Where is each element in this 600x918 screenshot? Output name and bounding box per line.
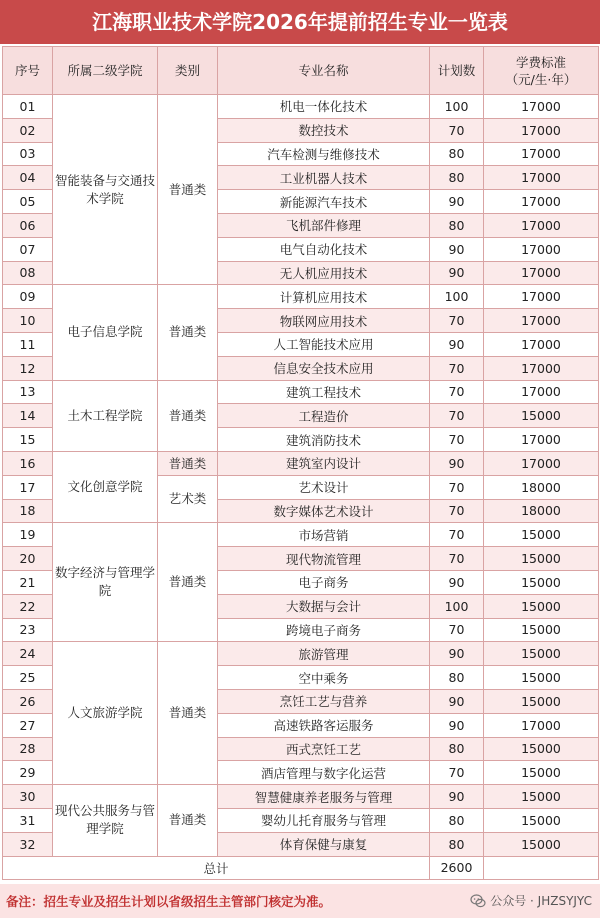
cell-seq: 05 [3, 190, 53, 214]
cell-fee: 17000 [484, 95, 599, 119]
cell-major: 计算机应用技术 [218, 285, 430, 309]
cell-category: 普通类 [158, 380, 218, 451]
cell-major: 体育保健与康复 [218, 832, 430, 856]
cell-quota: 90 [430, 785, 484, 809]
cell-quota: 100 [430, 594, 484, 618]
cell-quota: 90 [430, 689, 484, 713]
cell-quota: 90 [430, 261, 484, 285]
cell-seq: 12 [3, 356, 53, 380]
cell-quota: 90 [430, 451, 484, 475]
cell-fee: 15000 [484, 737, 599, 761]
cell-seq: 19 [3, 523, 53, 547]
cell-seq: 28 [3, 737, 53, 761]
cell-fee: 15000 [484, 523, 599, 547]
cell-major: 艺术设计 [218, 475, 430, 499]
cell-major: 跨境电子商务 [218, 618, 430, 642]
cell-seq: 24 [3, 642, 53, 666]
cell-college: 文化创意学院 [53, 451, 158, 522]
cell-seq: 07 [3, 237, 53, 261]
wechat-icon [470, 893, 486, 909]
cell-major: 汽车检测与维修技术 [218, 142, 430, 166]
cell-seq: 18 [3, 499, 53, 523]
cell-quota: 100 [430, 285, 484, 309]
cell-quota: 80 [430, 142, 484, 166]
cell-major: 空中乘务 [218, 666, 430, 690]
cell-fee: 15000 [484, 404, 599, 428]
cell-fee: 15000 [484, 785, 599, 809]
page-title: 江海职业技术学院2026年提前招生专业一览表 [0, 0, 600, 44]
cell-seq: 13 [3, 380, 53, 404]
cell-major: 新能源汽车技术 [218, 190, 430, 214]
cell-major: 电气自动化技术 [218, 237, 430, 261]
cell-seq: 31 [3, 808, 53, 832]
cell-quota: 70 [430, 309, 484, 333]
cell-category: 普通类 [158, 785, 218, 856]
footnote-bar [0, 884, 600, 918]
cell-fee: 15000 [484, 594, 599, 618]
cell-quota: 70 [430, 356, 484, 380]
cell-major: 酒店管理与数字化运营 [218, 761, 430, 785]
cell-seq: 09 [3, 285, 53, 309]
header-fee-line1: 学费标准 [515, 54, 566, 70]
cell-fee: 17000 [484, 166, 599, 190]
cell-fee: 18000 [484, 475, 599, 499]
cell-fee: 15000 [484, 547, 599, 571]
cell-seq: 15 [3, 428, 53, 452]
cell-seq: 23 [3, 618, 53, 642]
cell-category: 艺术类 [158, 475, 218, 523]
cell-major: 人工智能技术应用 [218, 332, 430, 356]
cell-category: 普通类 [158, 451, 218, 475]
cell-fee: 17000 [484, 713, 599, 737]
cell-category: 普通类 [158, 285, 218, 380]
cell-category: 普通类 [158, 523, 218, 642]
cell-quota: 70 [430, 523, 484, 547]
cell-fee: 17000 [484, 380, 599, 404]
footnote-text: 备注：招生专业及招生计划以省级招生主管部门核定为准。 [6, 894, 332, 909]
cell-college: 人文旅游学院 [53, 642, 158, 785]
cell-fee: 17000 [484, 213, 599, 237]
cell-major: 物联网应用技术 [218, 309, 430, 333]
cell-quota: 70 [430, 380, 484, 404]
cell-fee: 17000 [484, 190, 599, 214]
header-major: 专业名称 [218, 47, 430, 95]
cell-fee: 17000 [484, 332, 599, 356]
cell-seq: 11 [3, 332, 53, 356]
cell-seq: 25 [3, 666, 53, 690]
table-row [3, 451, 599, 475]
cell-category: 普通类 [158, 642, 218, 785]
cell-major: 建筑工程技术 [218, 380, 430, 404]
cell-major: 高速铁路客运服务 [218, 713, 430, 737]
cell-seq: 17 [3, 475, 53, 499]
cell-quota: 70 [430, 428, 484, 452]
cell-quota: 90 [430, 237, 484, 261]
cell-major: 烹饪工艺与营养 [218, 689, 430, 713]
cell-fee: 17000 [484, 428, 599, 452]
cell-fee: 17000 [484, 285, 599, 309]
cell-seq: 20 [3, 547, 53, 571]
cell-seq: 26 [3, 689, 53, 713]
cell-seq: 02 [3, 118, 53, 142]
cell-quota: 80 [430, 737, 484, 761]
majors-table [2, 46, 599, 880]
cell-quota: 90 [430, 642, 484, 666]
cell-quota: 70 [430, 761, 484, 785]
cell-major: 信息安全技术应用 [218, 356, 430, 380]
cell-college: 智能装备与交通技术学院 [53, 95, 158, 285]
cell-quota: 90 [430, 190, 484, 214]
cell-seq: 30 [3, 785, 53, 809]
table-row [3, 380, 599, 404]
cell-seq: 21 [3, 570, 53, 594]
table-row [3, 285, 599, 309]
cell-quota: 70 [430, 499, 484, 523]
cell-seq: 14 [3, 404, 53, 428]
cell-fee: 15000 [484, 570, 599, 594]
cell-fee: 15000 [484, 642, 599, 666]
cell-major: 婴幼儿托育服务与管理 [218, 808, 430, 832]
cell-quota: 90 [430, 570, 484, 594]
cell-fee: 15000 [484, 832, 599, 856]
cell-major: 旅游管理 [218, 642, 430, 666]
table-row [3, 95, 599, 119]
cell-quota: 70 [430, 118, 484, 142]
cell-quota: 80 [430, 808, 484, 832]
cell-seq: 10 [3, 309, 53, 333]
cell-quota: 70 [430, 618, 484, 642]
cell-fee: 17000 [484, 118, 599, 142]
header-seq: 序号 [3, 47, 53, 95]
cell-major: 数字媒体艺术设计 [218, 499, 430, 523]
header-quota: 计划数 [430, 47, 484, 95]
total-row [3, 856, 599, 880]
cell-college: 电子信息学院 [53, 285, 158, 380]
cell-major: 市场营销 [218, 523, 430, 547]
cell-major: 现代物流管理 [218, 547, 430, 571]
cell-fee: 15000 [484, 689, 599, 713]
table-row [3, 642, 599, 666]
cell-quota: 70 [430, 404, 484, 428]
cell-seq: 06 [3, 213, 53, 237]
cell-major: 机电一体化技术 [218, 95, 430, 119]
cell-major: 飞机部件修理 [218, 213, 430, 237]
cell-fee: 15000 [484, 618, 599, 642]
cell-seq: 22 [3, 594, 53, 618]
cell-major: 工业机器人技术 [218, 166, 430, 190]
cell-fee: 18000 [484, 499, 599, 523]
cell-fee: 17000 [484, 451, 599, 475]
cell-fee: 15000 [484, 808, 599, 832]
total-fee-empty [484, 856, 599, 880]
cell-quota: 80 [430, 166, 484, 190]
cell-category: 普通类 [158, 95, 218, 285]
cell-fee: 17000 [484, 261, 599, 285]
cell-seq: 27 [3, 713, 53, 737]
cell-quota: 70 [430, 547, 484, 571]
cell-major: 智慧健康养老服务与管理 [218, 785, 430, 809]
cell-quota: 80 [430, 213, 484, 237]
table-row [3, 785, 599, 809]
cell-quota: 80 [430, 666, 484, 690]
header-category: 类别 [158, 47, 218, 95]
cell-major: 西式烹饪工艺 [218, 737, 430, 761]
cell-quota: 80 [430, 832, 484, 856]
cell-fee: 17000 [484, 237, 599, 261]
cell-college: 土木工程学院 [53, 380, 158, 451]
watermark-text: 公众号 · JHZSYJYC [490, 894, 592, 908]
cell-major: 工程造价 [218, 404, 430, 428]
cell-quota: 100 [430, 95, 484, 119]
cell-college: 现代公共服务与管理学院 [53, 785, 158, 856]
cell-fee: 17000 [484, 356, 599, 380]
cell-seq: 32 [3, 832, 53, 856]
cell-fee: 15000 [484, 761, 599, 785]
cell-seq: 03 [3, 142, 53, 166]
cell-college: 数字经济与管理学院 [53, 523, 158, 642]
cell-quota: 70 [430, 475, 484, 499]
cell-major: 大数据与会计 [218, 594, 430, 618]
cell-quota: 90 [430, 332, 484, 356]
cell-major: 建筑室内设计 [218, 451, 430, 475]
cell-fee: 17000 [484, 309, 599, 333]
cell-seq: 01 [3, 95, 53, 119]
cell-seq: 08 [3, 261, 53, 285]
cell-major: 数控技术 [218, 118, 430, 142]
header-fee [484, 47, 599, 95]
total-quota: 2600 [430, 856, 484, 880]
watermark [470, 892, 592, 909]
total-label: 总计 [3, 856, 430, 880]
header-fee-line2: （元/生·年） [505, 71, 577, 87]
cell-fee: 15000 [484, 666, 599, 690]
cell-major: 建筑消防技术 [218, 428, 430, 452]
cell-major: 电子商务 [218, 570, 430, 594]
cell-seq: 29 [3, 761, 53, 785]
table-row [3, 523, 599, 547]
cell-seq: 16 [3, 451, 53, 475]
cell-seq: 04 [3, 166, 53, 190]
cell-fee: 17000 [484, 142, 599, 166]
table-header-row [3, 47, 599, 95]
header-college: 所属二级学院 [53, 47, 158, 95]
cell-quota: 90 [430, 713, 484, 737]
cell-major: 无人机应用技术 [218, 261, 430, 285]
